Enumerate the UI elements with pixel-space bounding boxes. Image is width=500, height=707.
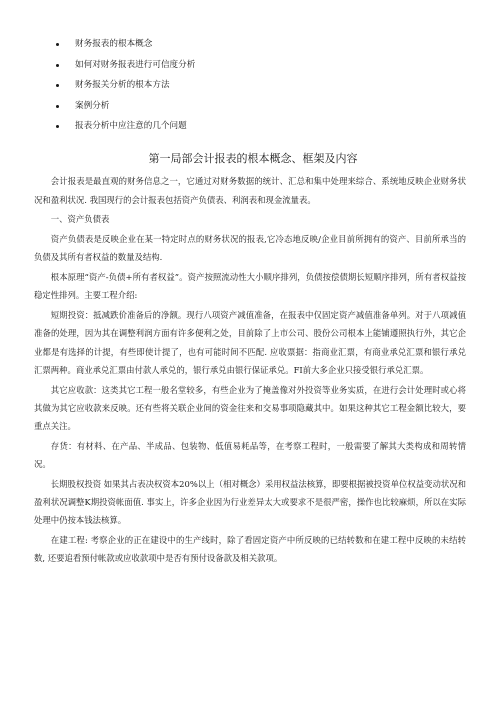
bullet-dot-icon bbox=[56, 43, 59, 46]
outline-item-label: 如何对财务报表进行可信度分析 bbox=[75, 59, 196, 70]
outline-item bbox=[56, 101, 466, 112]
paragraph: 其它应收款：这类其它工程一般名堂较多，有些企业为了掩盖像对外投资等业务实质，在进行会计处理时或心将其做为其它应收款来反映。还有些将关联企业间的资金往来和交易事项隐藏其中。如果这种其它工程金额比较大，要重点关注。 bbox=[34, 384, 466, 432]
paragraph: 长期股权投资 如果其占表决权资本20%以上（相对概念）采用权益法核算，即要根据被投资单位权益变动状况和盈利状况调整K期投资帐面值. 事实上，许多企业因为行业差异太大或要求不是很严密，操作也比较麻烦，所以在实际处理中仍按本钱法核算。 bbox=[34, 478, 466, 526]
paragraph: 根本原理“资产-负债+所有者权益”。资产按照流动性大小顺序排列，负债按偿债期长短顺序排列，所有者权益按稳定性排列。主要工程介绍: bbox=[34, 272, 466, 301]
outline-item-label: 报表分析中应注意的几个问题 bbox=[75, 121, 187, 132]
outline-item bbox=[56, 39, 466, 50]
outline-item bbox=[56, 60, 466, 71]
subsection-heading: 一、资产负债表 bbox=[50, 214, 110, 225]
outline-item bbox=[56, 80, 466, 91]
outline-item-label: 案例分析 bbox=[75, 100, 110, 111]
bullet-dot-icon bbox=[56, 84, 59, 87]
bullet-dot-icon bbox=[56, 64, 59, 67]
outline-item-label: 财务报关分析的根本方法 bbox=[75, 80, 170, 91]
outline-item bbox=[56, 121, 466, 132]
outline-list bbox=[34, 39, 466, 132]
paragraph: 存货：有材料、在产品、半成品、包装物、低值易耗品等，在考察工程时，一般需要了解其大类构成和周转情况。 bbox=[34, 440, 466, 470]
bullet-dot-icon bbox=[56, 105, 59, 108]
section-title: 第一局部会计报表的根本概念、框架及内容 bbox=[148, 152, 358, 166]
paragraph: 资产负债表是反映企业在某一特定时点的财务状况的报表,它冷态地反映/企业目前所拥有的资产、目前所承当的负债及其所有者权益的数量及结构. bbox=[34, 234, 466, 263]
paragraph: 会计报表是最直观的财务信息之一，它通过对财务数据的统计、汇总和集中处理来综合、系统地反映企业财务状况和盈利状况. 我国现行的会计报表包括资产负债表、利润表和现金流量表。 bbox=[34, 176, 466, 205]
outline-item-label: 财务报表的根本概念 bbox=[75, 39, 153, 49]
paragraph: 在建工程: 考察企业的正在建设中的生产线时，除了看固定资产中所反映的已结转数和在建工程中反映的未结转数, 还要追看预付帐款或应收款项中是否有预付设备款及相关款项。 bbox=[34, 535, 466, 564]
paragraph: 短期投资：抵减跌价准备后的净额。现行八项资产减值准备，在报表中仅固定资产减值准备单列。对于八项减值准备的处理，因为其在调整利润方面有许多便利之处，目前除了上市公司、股份公司根本上能铺遵照执行外，其它企业都是有选择的计提，有些即使计提了，也有可能时间不匹配. 应收票据：指商业汇票，有商业承兑汇票和银行承兑汇票两种。商业承兑汇票由付款人承兑的，银行承兑由银行保证承兑。FI前大多企业只接受银行承兑汇票。 bbox=[34, 310, 466, 375]
bullet-dot-icon bbox=[56, 125, 59, 128]
